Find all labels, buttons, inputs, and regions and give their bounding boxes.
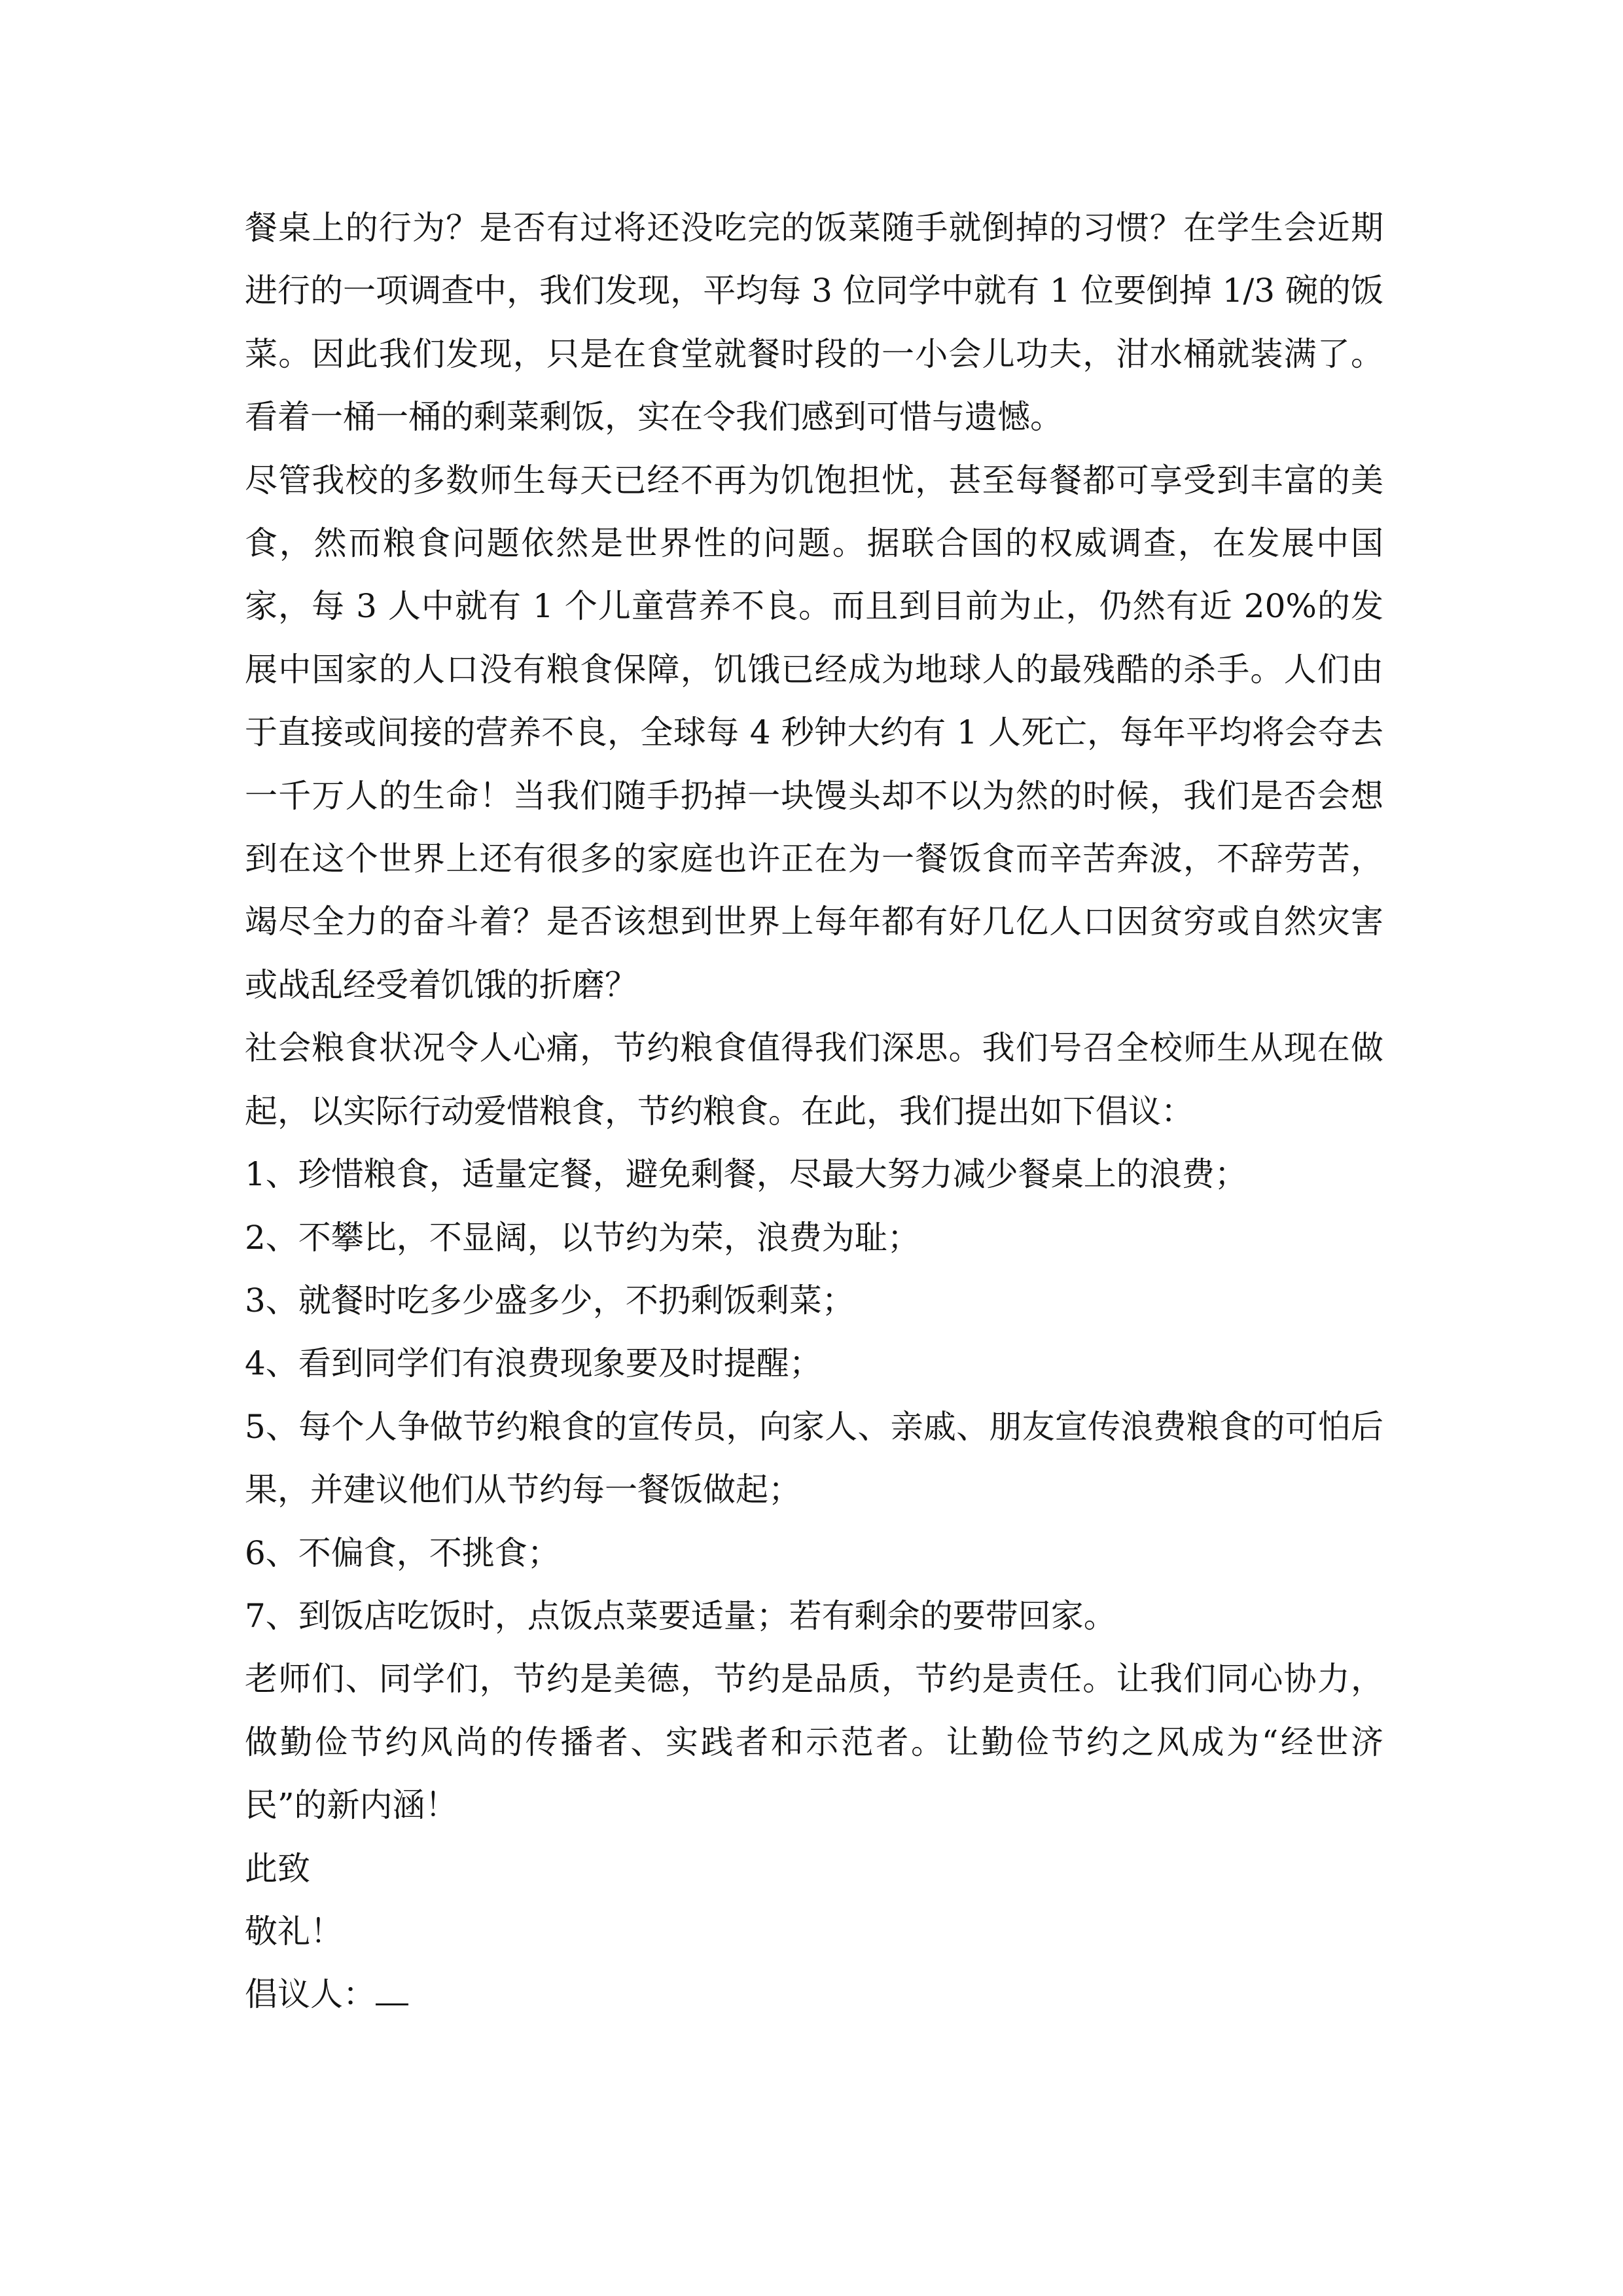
proposal-item-7: 7、到饭店吃饭时，点饭点菜要适量；若有剩余的要带回家。 <box>245 1596 1116 1635</box>
proposal-item-5: 5、每个人争做节约粮食的宣传员，向家人、亲戚、朋友宣传浪费粮食的可怕后果，并建议他们从节约每一餐饭做起； <box>245 1407 1383 1509</box>
paragraph-world-food: 尽管我校的多数师生每天已经不再为饥饱担忧，甚至每餐都可享受到丰富的美食，然而粮食问题依然是世界性的问题。据联合国的权威调查，在发展中国家，每 3 人中就有 1 个儿童营养不良。而且到目前为止，仍然有近 20%的发展中国家的人口没有粮食保障，饥饿已经成为地球人的最残酷的杀手。人们由于直接或间接的营养不良，全球每 4 秒钟大约有 1 人死亡，每年平均将会夺去一千万人的生命！当我们随手扔掉一块馒头却不以为然的时候，我们是否会想到在这个世界上还有很多的家庭也许正在为一餐饭食而辛苦奔波，不辞劳苦，竭尽全力的奋斗着？是否该想到世界上每年都有好几亿人口因贫穷或自然灾害或战乱经受着饥饿的折磨？ <box>245 461 1383 1004</box>
proposal-item-6: 6、不偏食，不挑食； <box>245 1534 560 1572</box>
salutation-jingli: 敬礼！ <box>245 1912 343 1950</box>
signature-blank <box>376 1977 408 2005</box>
paragraph-intro-survey: 餐桌上的行为？是否有过将还没吃完的饭菜随手就倒掉的习惯？在学生会近期进行的一项调查中，我们发现，平均每 3 位同学中就有 1 位要倒掉 1/3 碗的饭菜。因此我们发现，只是在食堂就餐时段的一小会儿功夫，泔水桶就装满了。看着一桶一桶的剩菜剩饭，实在令我们感到可惜与遗憾。 <box>245 209 1383 437</box>
signature-label: 倡议人： <box>245 1975 376 2014</box>
paragraph-call-to-action: 社会粮食状况令人心痛，节约粮食值得我们深思。我们号召全校师生从现在做起，以实际行动爱惜粮食，节约粮食。在此，我们提出如下倡议： <box>245 1029 1383 1130</box>
signature-line <box>245 1963 1383 2026</box>
proposal-item-2: 2、不攀比，不显阔，以节约为荣，浪费为耻； <box>245 1218 920 1257</box>
salutation-cizhi: 此致 <box>245 1849 310 1888</box>
proposal-item-1: 1、珍惜粮食，适量定餐，避免剩餐，尽最大努力减少餐桌上的浪费； <box>245 1155 1247 1194</box>
proposal-item-3: 3、就餐时吃多少盛多少，不扔剩饭剩菜； <box>245 1281 855 1319</box>
document-body <box>245 196 1383 2026</box>
proposal-item-4: 4、看到同学们有浪费现象要及时提醒； <box>245 1344 822 1383</box>
paragraph-closing: 老师们、同学们，节约是美德，节约是品质，节约是责任。让我们同心协力，做勤俭节约风尚的传播者、实践者和示范者。让勤俭节约之风成为“经世济民”的新内涵！ <box>245 1660 1383 1825</box>
